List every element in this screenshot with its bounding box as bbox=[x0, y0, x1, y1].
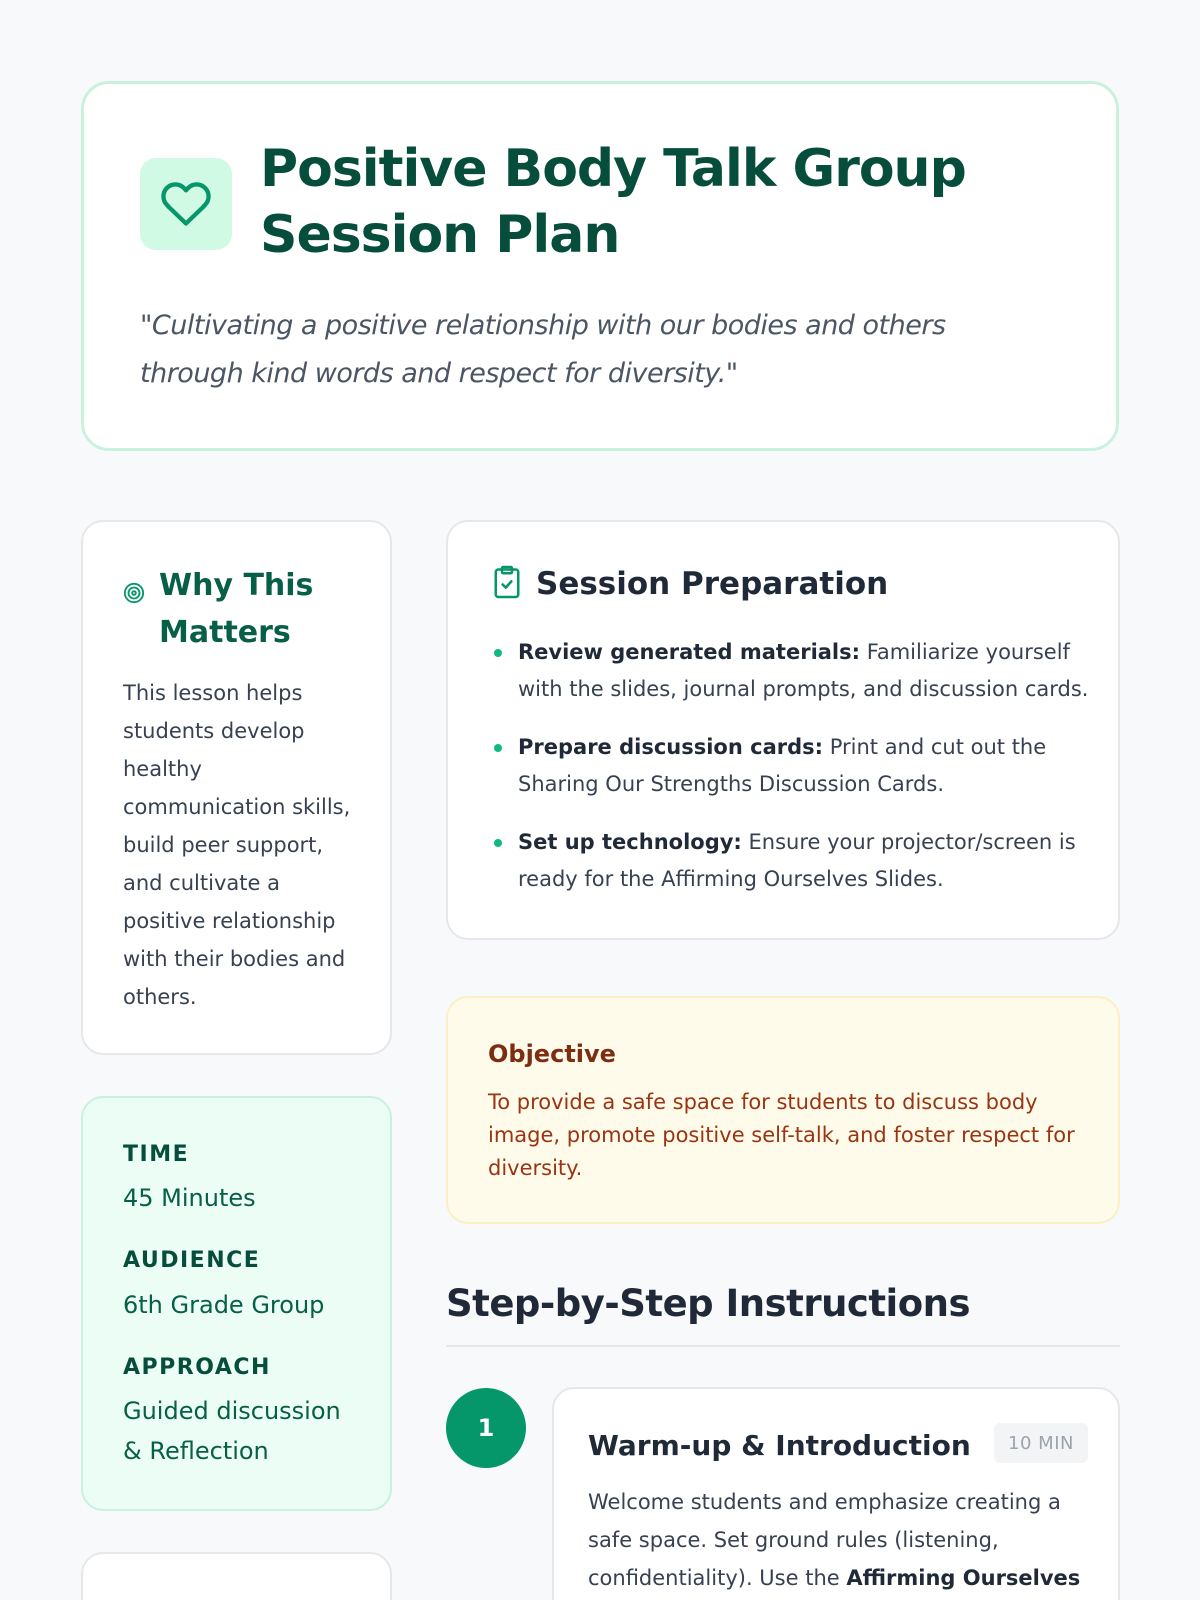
page-quote: "Cultivating a positive relationship with our bodies and others through kind words and respect for diversity." bbox=[140, 310, 946, 389]
step-text-body: Welcome students and emphasize creating a safe space. Set ground rules (listening, confidentiality). Use the bbox=[588, 1490, 1061, 1590]
heart-icon bbox=[140, 158, 232, 250]
session-preparation-card bbox=[446, 520, 1120, 940]
prep-item-text: Familiarize yourself with the slides, journal prompts, and discussion cards. bbox=[518, 640, 1089, 701]
target-icon bbox=[123, 582, 145, 604]
why-text: This lesson helps students develop healthy communication skills, build peer support, and cultivate a positive relationship with their bodies and others. bbox=[123, 681, 351, 1009]
list-item bbox=[492, 729, 1092, 803]
approach-value: Guided discussion & Reflection bbox=[123, 1397, 341, 1465]
prep-item-text: Ensure your projector/screen is ready for the Affirming Ourselves Slides. bbox=[518, 830, 1076, 891]
objective-title: Objective bbox=[488, 1040, 616, 1068]
why-title: Why This Matters bbox=[159, 568, 314, 650]
list-item bbox=[492, 634, 1092, 708]
prep-item-text: Print and cut out the Sharing Our Strengths Discussion Cards. bbox=[518, 735, 1047, 796]
step-text-bold: Affirming Ourselves bbox=[846, 1566, 1081, 1590]
hero-card bbox=[81, 81, 1119, 451]
objective-card bbox=[446, 996, 1120, 1224]
duration-badge: 10 MIN bbox=[994, 1423, 1088, 1463]
why-this-matters-card bbox=[81, 520, 392, 1055]
step-card bbox=[552, 1387, 1120, 1600]
approach-label: APPROACH bbox=[123, 1355, 271, 1380]
page-title: Positive Body Talk Group Session Plan bbox=[260, 139, 966, 265]
next-sidebar-card bbox=[81, 1552, 392, 1600]
prep-item-bold: Set up technology: bbox=[518, 830, 742, 854]
step-number-badge: 1 bbox=[446, 1388, 526, 1468]
step-title: Warm-up & Introduction bbox=[588, 1429, 971, 1462]
time-label: TIME bbox=[123, 1142, 190, 1167]
objective-text: To provide a safe space for students to discuss body image, promote positive self-talk, and foster respect for diversity. bbox=[488, 1090, 1075, 1180]
prep-title: Session Preparation bbox=[536, 566, 889, 602]
list-item bbox=[492, 824, 1092, 898]
session-meta-card bbox=[81, 1096, 392, 1511]
prep-item-bold: Review generated materials: bbox=[518, 640, 861, 664]
prep-list bbox=[492, 634, 1092, 919]
divider bbox=[446, 1345, 1120, 1347]
bullet-icon bbox=[494, 649, 502, 657]
time-value: 45 Minutes bbox=[123, 1184, 256, 1212]
clipboard-check-icon bbox=[492, 564, 522, 600]
prep-item-bold: Prepare discussion cards: bbox=[518, 735, 824, 759]
audience-label: AUDIENCE bbox=[123, 1248, 261, 1273]
audience-value: 6th Grade Group bbox=[123, 1291, 325, 1319]
steps-heading: Step-by-Step Instructions bbox=[446, 1282, 971, 1325]
bullet-icon bbox=[494, 839, 502, 847]
step-text bbox=[588, 1483, 1088, 1597]
bullet-icon bbox=[494, 744, 502, 752]
